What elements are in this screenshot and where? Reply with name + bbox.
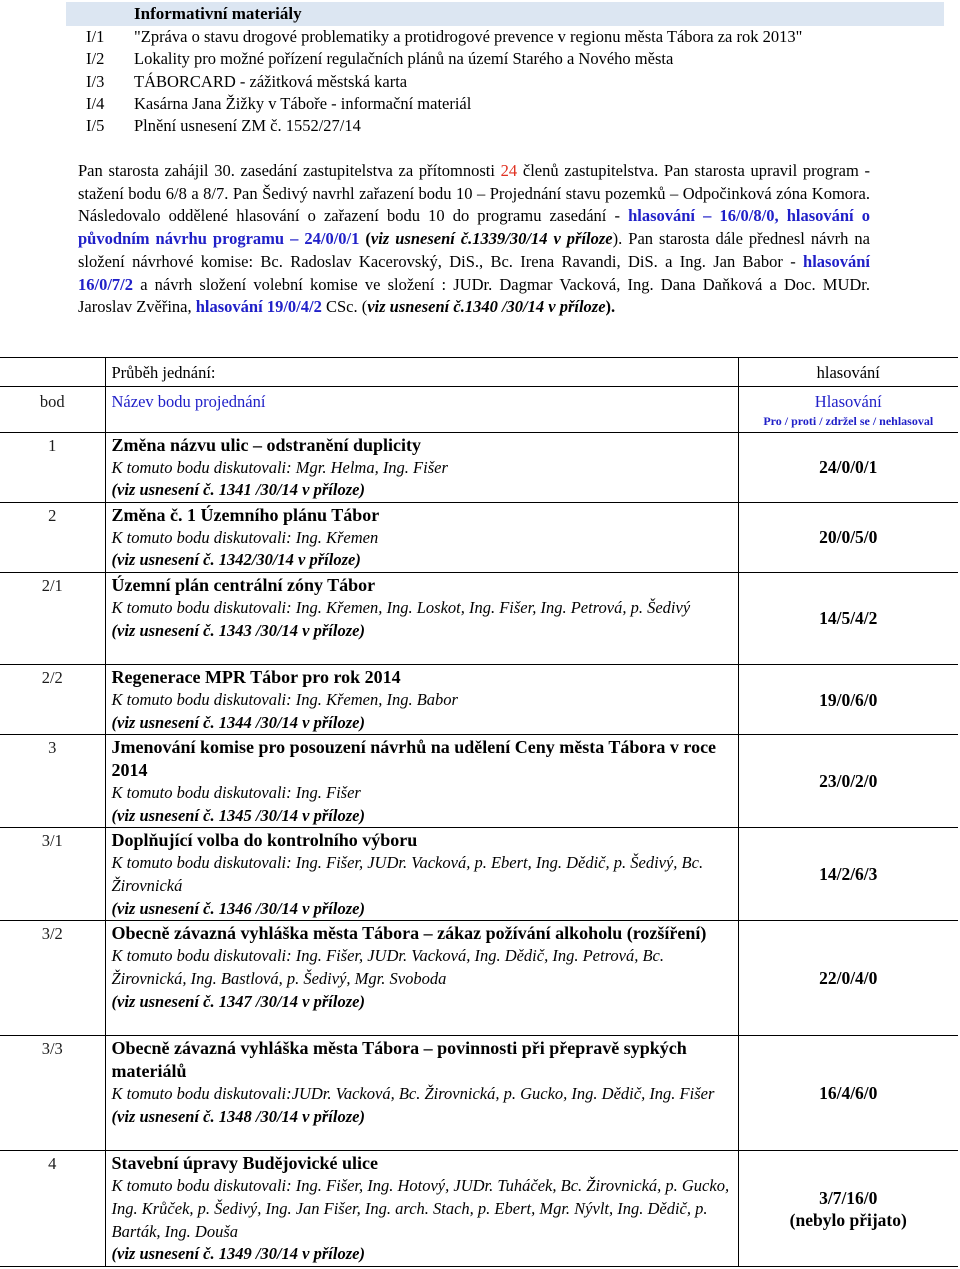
member-count: 24 bbox=[500, 161, 518, 180]
vote-result: 20/0/5/0 bbox=[819, 527, 878, 548]
item-title: Obecně závazná vyhláška města Tábora – zákaz požívání alkoholu (rozšíření) bbox=[111, 923, 707, 944]
item-cell bbox=[105, 828, 738, 921]
item-title: Obecně závazná vyhláška města Tábora – povinnosti při přepravě sypkých materiálů bbox=[111, 1038, 687, 1082]
discussants: K tomuto bodu diskutovali: Ing. Fišer, JUDr. Vacková, Ing. Dědič, Ing. Petrová, Bc. Žirovnická, Ing. Bastlová, p. Šedivý, Mgr. Svoboda bbox=[111, 946, 664, 988]
vote-result: 3/7/16/0 bbox=[819, 1187, 878, 1208]
session-intro-paragraph bbox=[78, 160, 870, 319]
info-item-number: I/3 bbox=[86, 71, 105, 91]
header-voting bbox=[738, 387, 958, 433]
vote-cell bbox=[738, 502, 958, 572]
header-voting-top bbox=[738, 358, 958, 387]
discussants: K tomuto bodu diskutovali: Ing. Fišer, Ing. Hotový, JUDr. Tuháček, Bc. Žirovnická, p. Gucko, Ing. Krůček, p. Šedivý, Ing. Jan Fišer, Ing. arch. Stach, p. Ebert, Mgr. Nývlt, Ing. Dědič, p. Barták, Ing. Douša bbox=[111, 1176, 730, 1241]
info-item-number: I/5 bbox=[86, 116, 105, 136]
resolution-ref: (viz usnesení č. 1343 /30/14 v příloze) bbox=[111, 620, 365, 640]
info-heading: Informativní materiály bbox=[66, 2, 944, 26]
info-item bbox=[66, 93, 944, 115]
resolution-ref: (viz usnesení č. 1346 /30/14 v příloze) bbox=[111, 898, 365, 918]
resolution-ref: (viz usnesení č. 1348 /30/14 v příloze) bbox=[111, 1106, 365, 1126]
info-item-number: I/2 bbox=[86, 49, 105, 69]
vote-result: 19/0/6/0 bbox=[819, 689, 878, 710]
para-text: CSc. ( bbox=[321, 297, 368, 317]
bod-number: 1 bbox=[0, 432, 105, 502]
vote-cell bbox=[738, 1151, 958, 1267]
bod-number: 2/2 bbox=[0, 664, 105, 734]
info-item-text: Lokality pro možné pořízení regulačních plánů na území Starého a Nového města bbox=[134, 49, 674, 69]
voting-legend: Pro / proti / zdržel se / nehlasoval bbox=[763, 413, 934, 428]
table-row bbox=[0, 432, 958, 502]
item-cell bbox=[105, 1151, 738, 1267]
header-cell-empty bbox=[0, 358, 105, 387]
vote-cell bbox=[738, 572, 958, 664]
vote-result: 16/4/6/0 bbox=[819, 1083, 878, 1104]
resolution-ref: (viz usnesení č. 1342/30/14 v příloze) bbox=[111, 550, 361, 570]
discussants: K tomuto bodu diskutovali: Ing. Křemen, Ing. Loskot, Ing. Fišer, Ing. Petrová, p. Šedivý bbox=[111, 597, 691, 617]
resolution-reference: viz usnesení č.1340 /30/14 v příloze bbox=[367, 297, 606, 317]
vote-result: 24/0/0/1 bbox=[819, 457, 878, 478]
vote-cell bbox=[738, 432, 958, 502]
bod-number: 3/3 bbox=[0, 1036, 105, 1151]
table-row bbox=[0, 664, 958, 734]
bod-number: 2/1 bbox=[0, 572, 105, 664]
info-item-number: I/4 bbox=[86, 93, 105, 113]
bod-number: 3 bbox=[0, 735, 105, 828]
discussants: K tomuto bodu diskutovali: Ing. Fišer, JUDr. Vacková, p. Ebert, Ing. Dědič, p. Šedivý, Bc. Žirovnická bbox=[111, 853, 704, 895]
vote-cell bbox=[738, 1036, 958, 1151]
table-row bbox=[0, 1036, 958, 1151]
vote-cell bbox=[738, 664, 958, 734]
agenda-table bbox=[0, 357, 958, 1267]
table-row bbox=[0, 572, 958, 664]
vote-cell bbox=[738, 828, 958, 921]
item-title: Územní plán centrální zóny Tábor bbox=[111, 574, 376, 595]
table-row bbox=[0, 1151, 958, 1267]
para-text: ). bbox=[605, 297, 616, 317]
table-row bbox=[0, 921, 958, 1036]
info-item bbox=[66, 48, 944, 70]
table-row bbox=[0, 735, 958, 828]
discussants: K tomuto bodu diskutovali: Ing. Křemen, Ing. Babor bbox=[111, 689, 458, 709]
info-item bbox=[66, 26, 944, 48]
resolution-ref: (viz usnesení č. 1349 /30/14 v příloze) bbox=[111, 1244, 365, 1264]
item-title: Jmenování komise pro posouzení návrhů na udělení Ceny města Tábora v roce 2014 bbox=[111, 737, 717, 781]
para-text: Pan starosta zahájil 30. zasedání zastupitelstva za přítomnosti bbox=[78, 161, 501, 180]
vote-cell bbox=[738, 735, 958, 828]
item-cell bbox=[105, 735, 738, 828]
header-bod bbox=[0, 387, 105, 433]
para-text: ). Pan starosta dále přednesl návrh na složení návrhové komise: Bc. Radoslav Kacerovský, DiS., Bc. Irena Ravandi, DiS. a Ing. Jan Babor - bbox=[78, 229, 870, 271]
resolution-ref: (viz usnesení č. 1347 /30/14 v příloze) bbox=[111, 991, 365, 1011]
informative-materials bbox=[66, 2, 944, 137]
item-cell bbox=[105, 921, 738, 1036]
table-row bbox=[0, 502, 958, 572]
item-title: Změna názvu ulic – odstranění duplicity bbox=[111, 434, 422, 455]
vote-result: 23/0/2/0 bbox=[819, 771, 878, 792]
info-item-text: TÁBORCARD - zážitková městská karta bbox=[134, 71, 408, 91]
bod-number: 2 bbox=[0, 502, 105, 572]
voting-title: Hlasování bbox=[814, 392, 882, 411]
bod-number: 3/1 bbox=[0, 828, 105, 921]
discussants: K tomuto bodu diskutovali: Ing. Křemen bbox=[111, 527, 379, 547]
vote-result: hlasování 16/0/7/2 bbox=[78, 251, 870, 294]
header-proceedings bbox=[105, 358, 738, 387]
info-item-number: I/1 bbox=[86, 27, 105, 46]
vote-note: (nebylo přijato) bbox=[789, 1209, 907, 1230]
item-cell bbox=[105, 664, 738, 734]
bod-number: 4 bbox=[0, 1151, 105, 1267]
resolution-reference: viz usnesení č.1339/30/14 v příloze bbox=[370, 229, 613, 249]
info-item-text: Kasárna Jana Žižky v Táboře - informační materiál bbox=[134, 93, 472, 113]
para-text: ( bbox=[359, 229, 371, 249]
info-item-text: "Zpráva o stavu drogové problematiky a protidrogové prevence v regionu města Tábora za rok 2013" bbox=[134, 27, 803, 46]
discussants: K tomuto bodu diskutovali:JUDr. Vacková, Bc. Žirovnická, p. Gucko, Ing. Dědič, Ing. Fišer bbox=[111, 1084, 715, 1104]
table-header-row bbox=[0, 387, 958, 433]
table-row bbox=[0, 828, 958, 921]
vote-result: hlasování 19/0/4/2 bbox=[195, 297, 322, 317]
vote-result: 14/2/6/3 bbox=[819, 864, 878, 885]
vote-result: hlasování – 16/0/8/0, hlasování o původním návrhu programu – 24/0/0/1 bbox=[78, 206, 870, 249]
bod-number: 3/2 bbox=[0, 921, 105, 1036]
info-item-text: Plnění usnesení ZM č. 1552/27/14 bbox=[134, 116, 361, 136]
header-item-name bbox=[105, 387, 738, 433]
vote-result: 14/5/4/2 bbox=[819, 608, 878, 629]
item-cell bbox=[105, 502, 738, 572]
resolution-ref: (viz usnesení č. 1341 /30/14 v příloze) bbox=[111, 480, 365, 500]
resolution-ref: (viz usnesení č. 1344 /30/14 v příloze) bbox=[111, 712, 365, 732]
bod-label: bod bbox=[39, 392, 65, 411]
item-cell bbox=[105, 572, 738, 664]
item-title: Změna č. 1 Územního plánu Tábor bbox=[111, 504, 380, 525]
para-text: členů zastupitelstva. Pan starosta upravil program - stažení bodu 6/8 a 8/7. Pan Šedivý navrhl zařazení bodu 10 – Projednání stavu pozemků – Odpočinková zóna Komora. Následovalo oddělené hlasování o zařazení bodu 10 do programu zasedání - bbox=[78, 161, 870, 226]
item-cell bbox=[105, 432, 738, 502]
item-title: Stavební úpravy Budějovické ulice bbox=[111, 1153, 379, 1174]
discussants: K tomuto bodu diskutovali: Ing. Fišer bbox=[111, 783, 361, 803]
info-item bbox=[66, 115, 944, 137]
item-title: Regenerace MPR Tábor pro rok 2014 bbox=[111, 666, 401, 687]
resolution-ref: (viz usnesení č. 1345 /30/14 v příloze) bbox=[111, 805, 365, 825]
discussants: K tomuto bodu diskutovali: Mgr. Helma, Ing. Fišer bbox=[111, 457, 448, 477]
vote-cell bbox=[738, 921, 958, 1036]
item-name-label: Název bodu projednání bbox=[111, 392, 266, 411]
item-title: Doplňující volba do kontrolního výboru bbox=[111, 830, 418, 851]
info-item bbox=[66, 71, 944, 93]
vote-result: 22/0/4/0 bbox=[819, 968, 878, 989]
item-cell bbox=[105, 1036, 738, 1151]
para-text: a návrh složení volební komise ve složení : JUDr. Dagmar Vacková, Ing. Dana Daňková a Doc. MUDr. Jaroslav Zvěřina, bbox=[78, 274, 870, 317]
table-header-row bbox=[0, 358, 958, 387]
voting-label: hlasování bbox=[816, 363, 880, 382]
proceedings-label: Průběh jednání: bbox=[111, 363, 216, 382]
